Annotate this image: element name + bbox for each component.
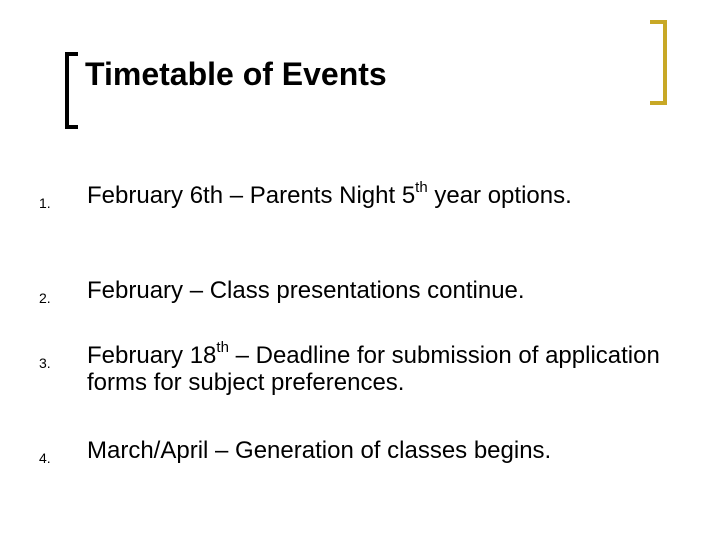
list-item-text: March/April – Generation of classes begins.	[87, 437, 552, 464]
list-item-number: 3.	[39, 355, 51, 371]
slide-title: Timetable of Events	[85, 56, 387, 92]
list-item-text: February 18th – Deadline for submission of application forms for subject preferences.	[87, 339, 660, 396]
list-item-number: 4.	[39, 450, 51, 466]
list-item-text: February – Class presentations continue.	[87, 277, 525, 304]
list-item-number: 1.	[39, 195, 51, 211]
list-item-number: 2.	[39, 290, 51, 306]
list-item-text: February 6th – Parents Night 5th year options.	[87, 179, 572, 209]
